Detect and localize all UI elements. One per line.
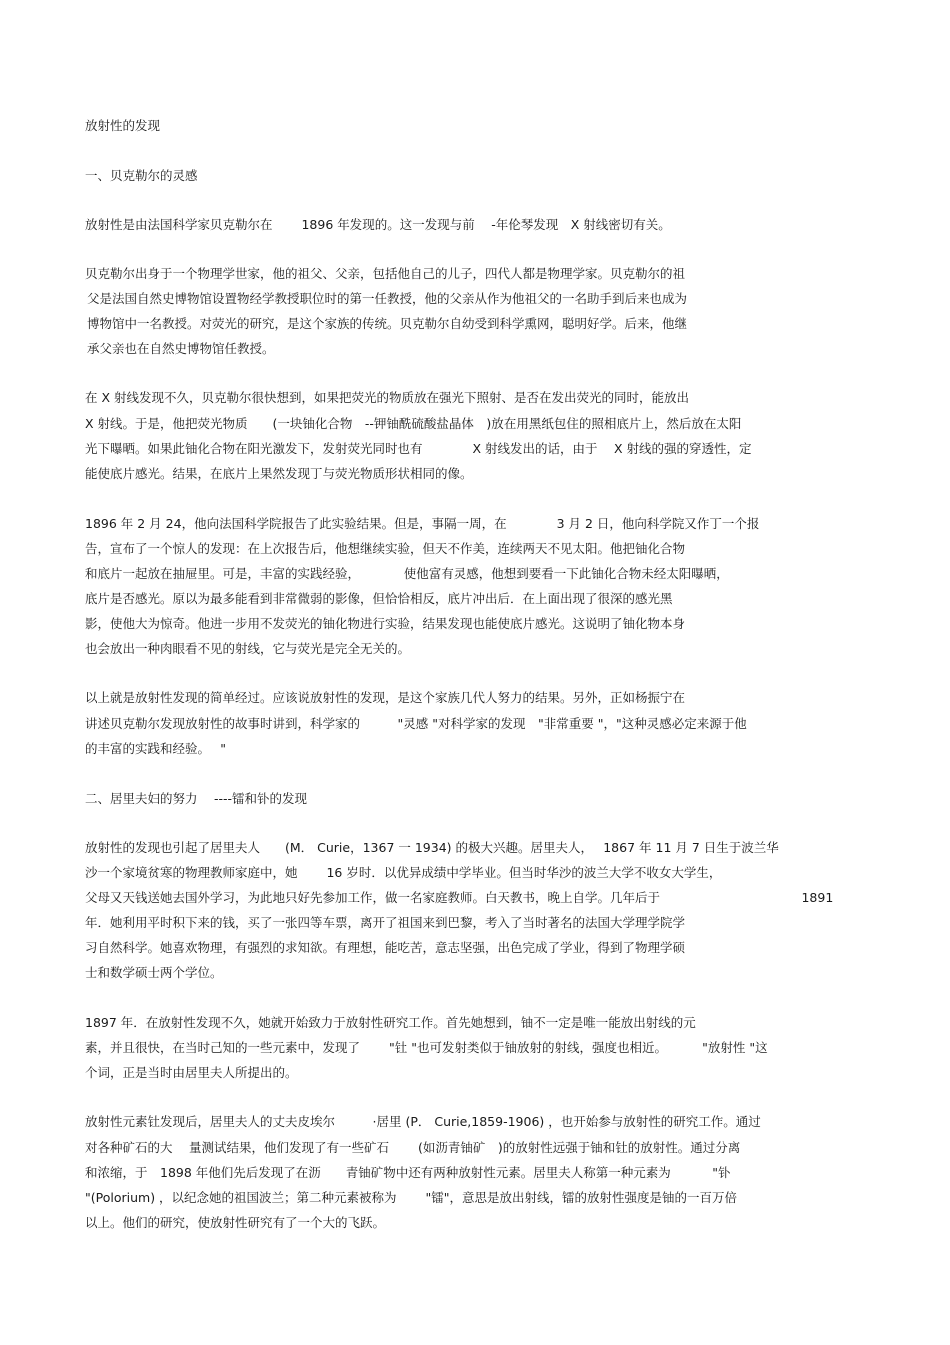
paragraph-line: 的丰富的实践和经验。 " — [85, 741, 226, 756]
paragraph-line: 放射性元素钍发现后，居里夫人的丈夫皮埃尔 ·居里 (P． Curie,1859-1906) ，也开始参与放射性的研究工作。通过 — [85, 1114, 761, 1129]
paragraph-line: 1896 年 2 月 24，他向法国科学院报告了此实验结果。但是，事隔一周，在 3 月 2 日，他向科学院又作丁一个报 — [85, 516, 760, 531]
paragraph-line: 也会放出一种肉眼看不见的射线，它与荧光是完全无关的。 — [85, 641, 411, 656]
paragraph-line: 年．她利用平时积下来的钱，买了一张四等车票，离开了祖国来到巴黎，考入了当时著名的法国大学理学院学 — [85, 915, 686, 930]
paragraph-line: 以上。他们的研究，使放射性研究有了一个大的飞跃。 — [85, 1215, 386, 1230]
paragraph-line: 和底片一起放在抽屉里。可是，丰富的实践经验， 使他富有灵感，他想到要看一下此铀化合物未经太阳曝晒， — [85, 566, 729, 581]
paragraph-line: 父是法国自然史博物馆设置物经学教授职位时的第一任教授，他的父亲从作为他祖父的一名助手到后来也成为 — [87, 291, 688, 306]
paragraph-line: 父母又天钱送她去国外学习，为此地只好先参加工作，做一名家庭教师。白天教书，晚上自学。几年后于 1891 — [85, 890, 834, 905]
paragraph-line: 在 X 射线发现不久，贝克勒尔很快想到，如果把荧光的物质放在强光下照射、是否在发出荧光的同时，能放出 — [85, 390, 690, 405]
paragraph-line: 影，使他大为惊奇。他进一步用不发荧光的铀化物进行实验，结果发现也能使底片感光。这说明了铀化物本身 — [85, 616, 686, 631]
paragraph-line: 光下曝晒。如果此铀化合物在阳光激发下，发射荧光同时也有 X 射线发出的话，由于 X 射线的强的穿透性，定 — [85, 441, 752, 456]
paragraph-line: 放射性是由法国科学家贝克勒尔在 1896 年发现的。这一发现与前 -年伦琴发现 X 射线密切有关。 — [85, 217, 671, 232]
paragraph-line: 放射性的发现也引起了居里夫人 (M． Curie，1367 一 1934) 的极大兴趣。居里夫人， 1867 年 11 月 7 日生于波兰华 — [85, 840, 779, 855]
paragraph-line: X 射线。于是，他把荧光物质 (一块铀化合物 --钾铀酰硫酸盐晶体 )放在用黑纸包住的照相底片上，然后放在太阳 — [85, 416, 742, 431]
paragraph-line: 沙一个家境贫寒的物理教师家庭中，她 16 岁时．以优异成绩中学毕业。但当时华沙的波兰大学不收女大学生， — [85, 865, 722, 880]
paragraph-line: 讲述贝克勒尔发现放射性的故事时讲到，科学家的 "灵感 "对科学家的发现 "非常重要 "，"这种灵感必定来源于他 — [85, 716, 747, 731]
paragraph-line: 能使底片感光。结果，在底片上果然发现丁与荧光物质形状相同的像。 — [85, 466, 473, 481]
section-heading-1: 一、贝克勒尔的灵感 — [85, 168, 198, 183]
document-title: 放射性的发现 — [85, 118, 161, 133]
paragraph-line: 告，宣布了一个惊人的发现：在上次报告后，他想继续实验，但天不作美，连续两天不见太阳。他把铀化合物 — [85, 541, 686, 556]
paragraph-line: 素，并且很快，在当时己知的一些元素中，发现了 "钍 "也可发射类似于铀放射的射线，强度也相近。 "放射性 "这 — [85, 1040, 768, 1055]
paragraph-line: 个词，正是当时由居里夫人所提出的。 — [85, 1065, 298, 1080]
paragraph-line: 1897 年．在放射性发现不久，她就开始致力于放射性研究工作。首先她想到，铀不一定是唯一能放出射线的元 — [85, 1015, 696, 1030]
paragraph-line: 以上就是放射性发现的简单经过。应该说放射性的发现，是这个家族几代人努力的结果。另外，正如杨振宁在 — [85, 690, 686, 705]
paragraph-line: 对各种矿石的大 量测试结果，他们发现了有一些矿石 (如沥青铀矿 )的放射性远强于铀和钍的放射性。通过分离 — [85, 1140, 741, 1155]
paragraph-line: 士和数学硕士两个学位。 — [85, 965, 223, 980]
paragraph-line: 承父亲也在自然史博物馆任教授。 — [87, 341, 275, 356]
paragraph-line: 博物馆中一名教授。对荧光的研究，是这个家族的传统。贝克勒尔自幼受到科学熏网，聪明好学。后来，他继 — [87, 316, 688, 331]
paragraph-line: 底片是否感光。原以为最多能看到非常微弱的影像，但恰恰相反，底片冲出后．在上面出现了很深的感光黑 — [85, 591, 673, 606]
paragraph-line: 习自然科学。她喜欢物理，有强烈的求知欲。有理想，能吃苦，意志坚强，出色完成了学业，得到了物理学硕 — [85, 940, 686, 955]
paragraph-line: "(Polorium) ，以纪念她的祖国波兰；第二种元素被称为 "镭"，意思是放出射线，镭的放射性强度是铀的一百万倍 — [85, 1190, 738, 1205]
paragraph-line: 和浓缩，于 1898 年他们先后发现了在沥 青铀矿物中还有两种放射性元素。居里夫人称第一种元素为 "钋 — [85, 1165, 731, 1180]
section-heading-2: 二、居里夫妇的努力 ----镭和钋的发现 — [85, 791, 308, 806]
paragraph-line: 贝克勒尔出身于一个物理学世家，他的祖父、父亲，包括他自己的儿子，四代人都是物理学家。贝克勒尔的祖 — [85, 266, 686, 281]
